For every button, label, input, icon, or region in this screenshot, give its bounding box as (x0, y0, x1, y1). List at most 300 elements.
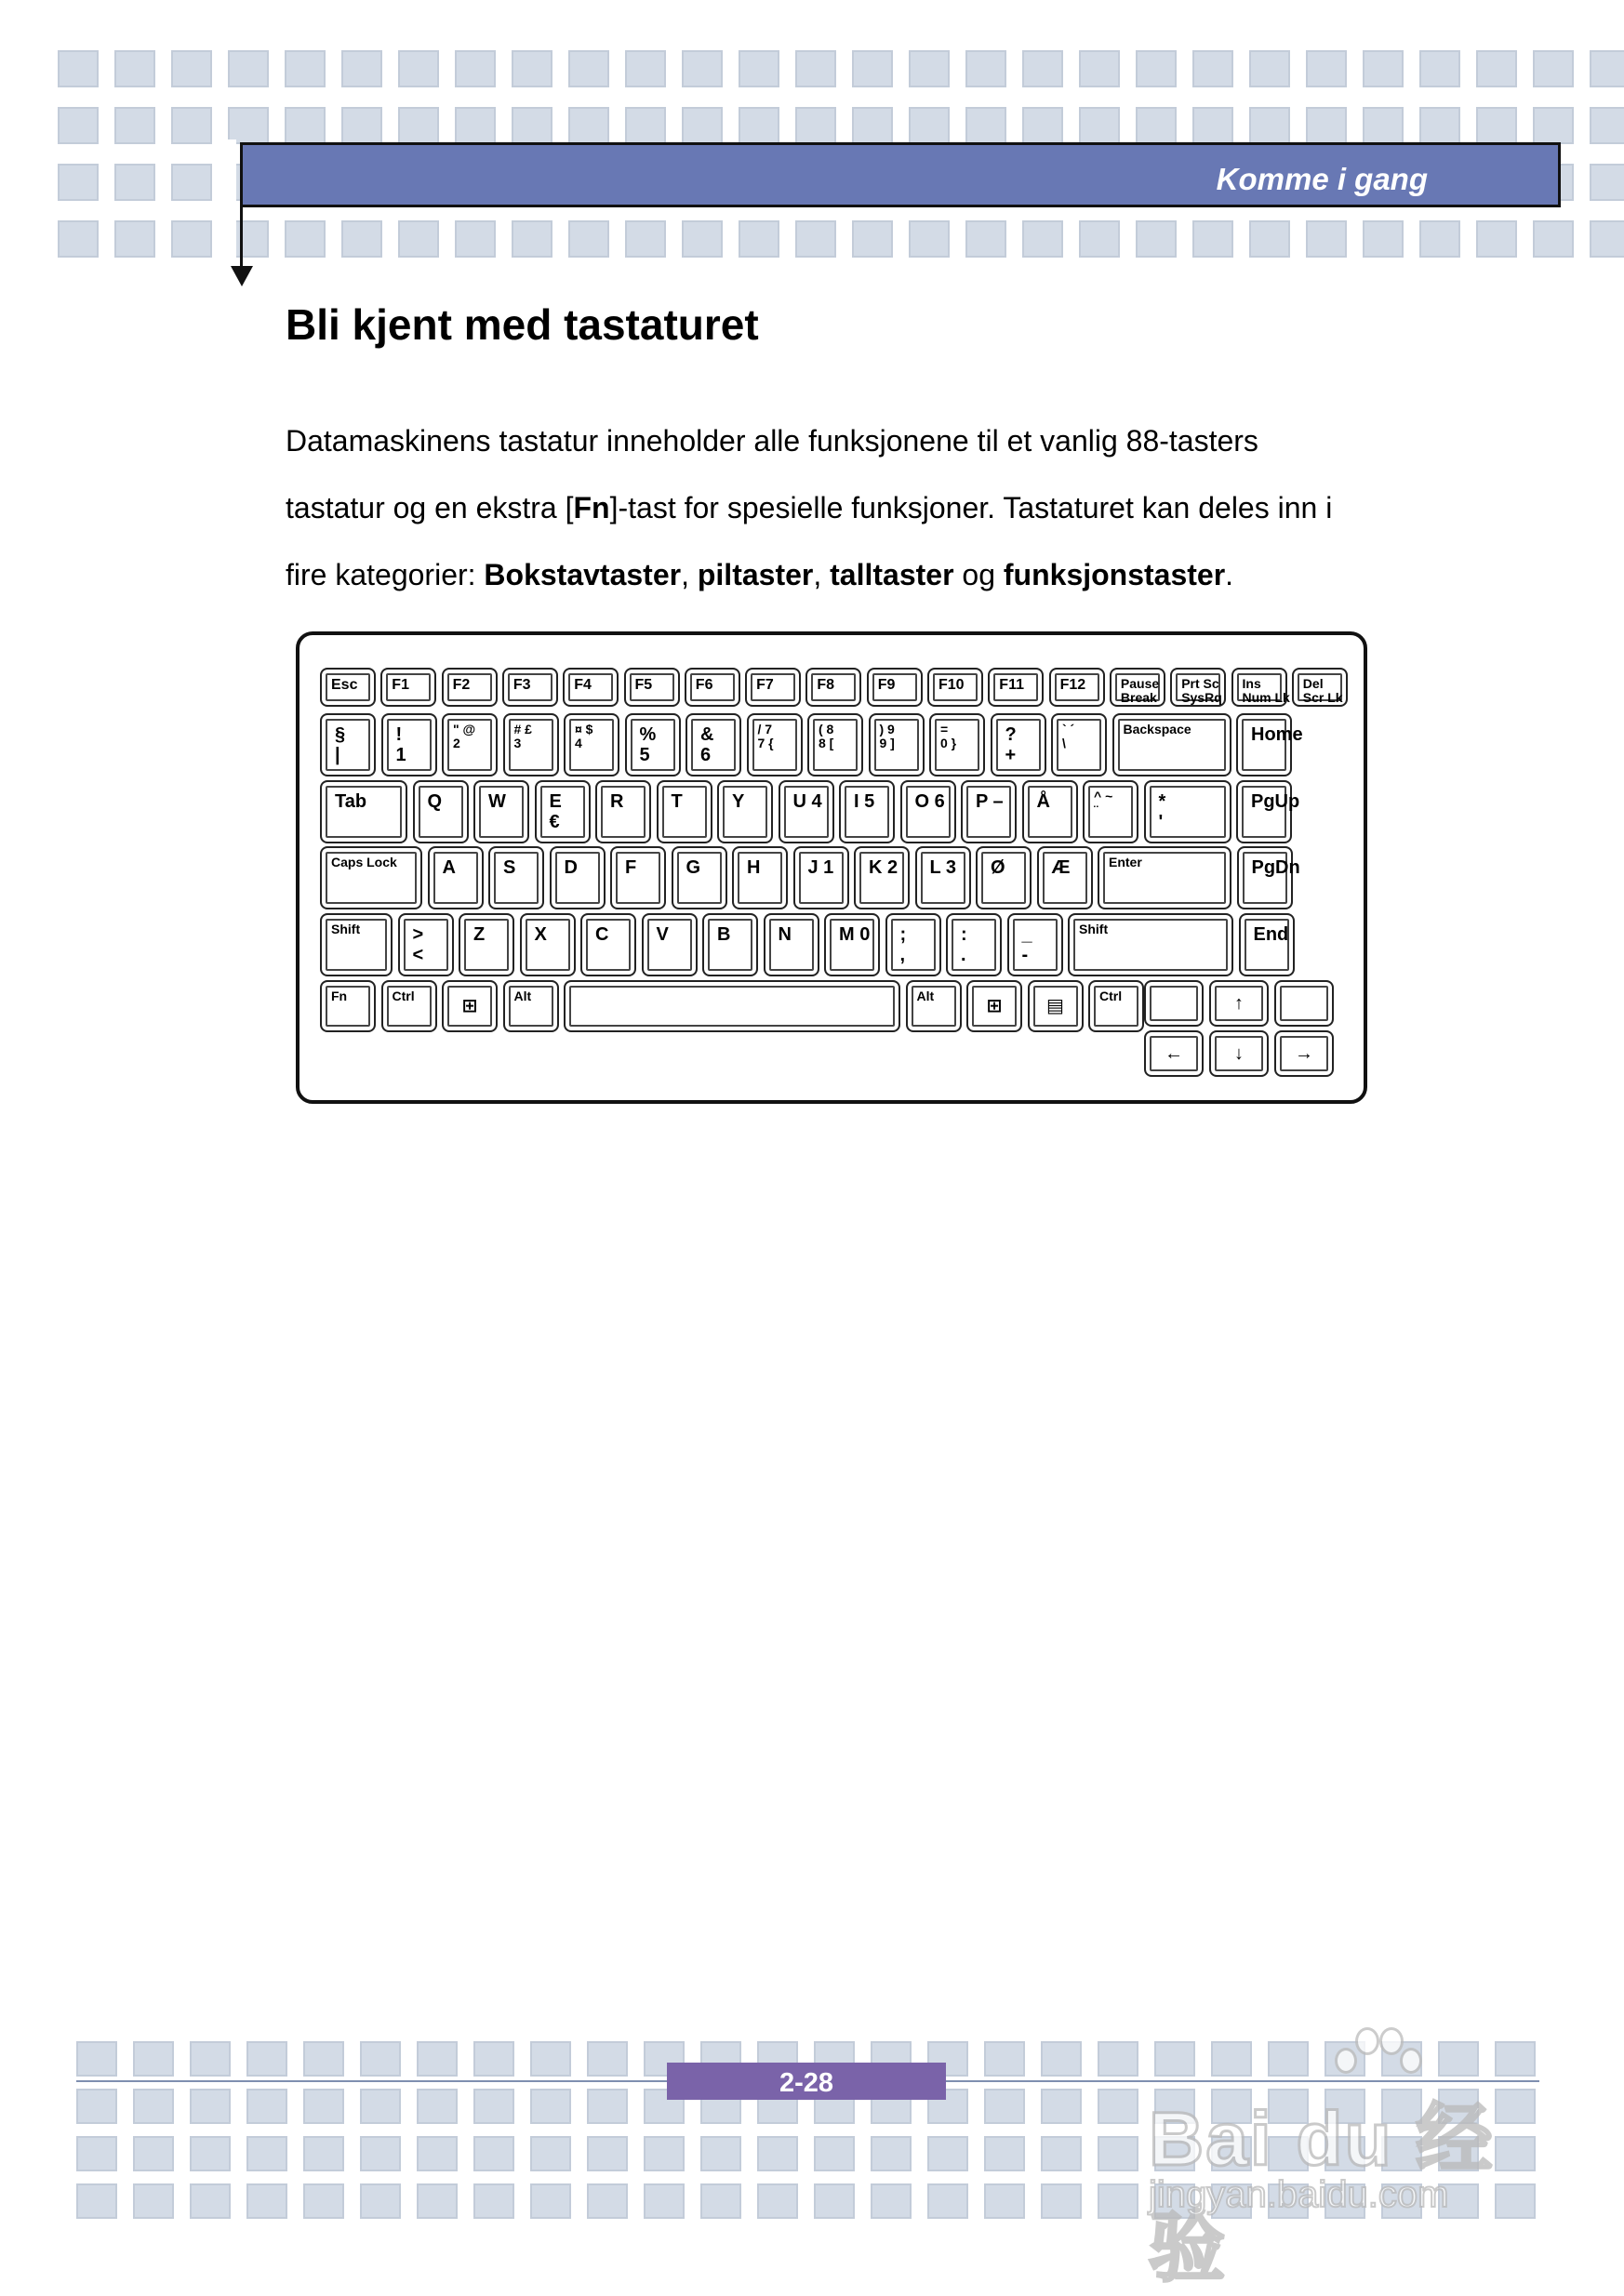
key-label: ! 1 (395, 724, 406, 765)
key-label: Ins Num Lk (1242, 676, 1290, 706)
decor-tile (133, 2136, 174, 2171)
key-label: End (1253, 924, 1289, 945)
key-pgdn (1237, 846, 1300, 909)
key-space (564, 980, 900, 1032)
decor-tile (512, 107, 552, 144)
decor-tile (417, 2183, 458, 2219)
decor-tile (1249, 50, 1290, 87)
key-label: / 7 7 { (757, 722, 774, 751)
intro-paragraph (286, 407, 1402, 608)
decor-tile (190, 2089, 231, 2124)
key-n (764, 913, 819, 976)
key-s (488, 846, 544, 909)
decor-tile (303, 2183, 344, 2219)
decor-tile (285, 220, 326, 258)
key-blank (1144, 980, 1204, 1027)
key-label: PgDn (1251, 857, 1300, 878)
keyboard-illustration (296, 631, 1367, 1104)
decor-tile (512, 220, 552, 258)
key-label: F4 (574, 677, 592, 693)
decor-tile (852, 50, 893, 87)
decor-tile (473, 2136, 514, 2171)
decor-tile (455, 107, 496, 144)
key-label: Enter (1109, 855, 1142, 869)
key-arrow-left (1144, 1030, 1204, 1077)
key-y (717, 780, 773, 843)
key-j-1 (793, 846, 849, 909)
category-number-keys: talltaster (830, 558, 954, 591)
decor-tile (1098, 2041, 1138, 2077)
decor-tile (398, 50, 439, 87)
decor-tile (1192, 50, 1233, 87)
decor-tile (739, 107, 779, 144)
key-0 (929, 713, 985, 776)
decor-tile (360, 2041, 401, 2077)
decor-tile (625, 50, 666, 87)
key-label: B (717, 924, 731, 945)
key-label: Pause Break (1120, 676, 1160, 706)
header-arrow-line (240, 206, 243, 268)
key-label: V (656, 924, 669, 945)
key-6 (686, 713, 741, 776)
key-3 (503, 713, 559, 776)
decor-tile (58, 220, 99, 258)
intro-line-3a: fire kategorier: (286, 558, 485, 591)
key-f1 (380, 668, 436, 707)
decor-tile (455, 50, 496, 87)
key-x (520, 913, 576, 976)
key-9-9 (869, 713, 925, 776)
decor-tile (1419, 50, 1460, 87)
decor-tile (171, 164, 212, 201)
decor-tile (1098, 2183, 1138, 2219)
decor-tile (1098, 2136, 1138, 2171)
key-shift (1068, 913, 1233, 976)
decor-tile (644, 2136, 685, 2171)
decor-tile (1136, 50, 1177, 87)
key-label: H (747, 857, 761, 878)
decor-tile (190, 2041, 231, 2077)
key-arrow-right (1274, 1030, 1334, 1077)
decor-tile (303, 2041, 344, 2077)
separator: , (681, 558, 698, 591)
decor-tile (909, 50, 950, 87)
key-label: Alt (916, 989, 935, 1003)
key-b (702, 913, 758, 976)
decor-tile (341, 220, 382, 258)
decor-tile (1136, 107, 1177, 144)
decor-tile (360, 2136, 401, 2171)
key-label: F8 (817, 677, 835, 693)
intro-line-2b: ]-tast for spesielle funksjoner. Tastaturet kan deles inn i (609, 491, 1333, 524)
key-i-5 (839, 780, 895, 843)
decor-tile (795, 50, 836, 87)
decor-tile (473, 2041, 514, 2077)
key-label: ( 8 8 [ (819, 722, 834, 751)
decor-tile (587, 2089, 628, 2124)
decor-tile (530, 2183, 571, 2219)
decor-tile (246, 2136, 287, 2171)
category-arrow-keys: piltaster (697, 558, 814, 591)
key-label: % 5 (639, 724, 657, 765)
key-label: ← (1165, 1043, 1183, 1064)
key-label: K 2 (869, 857, 899, 878)
decor-tile (814, 2136, 855, 2171)
decor-tile (246, 2041, 287, 2077)
decor-tile (228, 50, 269, 87)
key-label: ↑ (1234, 993, 1244, 1014)
decor-tile (114, 107, 155, 144)
key-label: Fn (331, 989, 348, 1003)
key-label: Ø (991, 857, 1005, 878)
decor-tile (1363, 220, 1404, 258)
decor-tile (625, 107, 666, 144)
decor-tile (1041, 2136, 1082, 2171)
decor-tile (1079, 220, 1120, 258)
key-label: C (595, 924, 609, 945)
decor-tile (1022, 107, 1063, 144)
key-a (428, 846, 484, 909)
key-label: D (564, 857, 578, 878)
key-label: W (488, 791, 506, 812)
key-f8 (805, 668, 861, 707)
decor-tile (1590, 107, 1624, 144)
decor-tile (625, 220, 666, 258)
key-label: G (686, 857, 701, 878)
decor-tile (909, 220, 950, 258)
key-alt (503, 980, 559, 1032)
key-p (961, 780, 1017, 843)
decor-tile (1419, 220, 1460, 258)
down-arrow-icon (231, 266, 253, 286)
key-label: > < (412, 924, 424, 965)
key-f5 (624, 668, 680, 707)
key-label: # £ 3 (513, 722, 532, 751)
key-end (1239, 913, 1295, 976)
decor-tile (360, 2089, 401, 2124)
decor-tile (133, 2089, 174, 2124)
full-stop: . (1225, 558, 1234, 591)
decor-tile (1476, 107, 1517, 144)
key-label: Backspace (1123, 722, 1191, 737)
key-arrow-up (1209, 980, 1269, 1027)
decor-tile (417, 2136, 458, 2171)
key-symbol (976, 846, 1032, 909)
decor-tile (757, 2183, 798, 2219)
key-r (595, 780, 651, 843)
decor-tile (1533, 220, 1574, 258)
win-logo-icon: ⊞ (461, 996, 478, 1016)
decor-tile (530, 2041, 571, 2077)
baidu-watermark (1149, 2027, 1539, 2290)
decor-tile (285, 107, 326, 144)
decor-tile (1041, 2089, 1082, 2124)
page-number-box (667, 2063, 946, 2100)
key-label: F12 (1059, 677, 1086, 693)
key-label: Ctrl (1099, 989, 1123, 1003)
decor-tile (1079, 107, 1120, 144)
decor-tile (700, 2183, 741, 2219)
key-label: : . (961, 924, 967, 965)
decor-tile (1476, 220, 1517, 258)
key-label: Shift (331, 922, 361, 936)
key-symbol (1144, 780, 1231, 843)
decor-tile (114, 220, 155, 258)
decor-tile (682, 220, 723, 258)
separator: , (813, 558, 831, 591)
decor-tile (739, 50, 779, 87)
key-label: J 1 (807, 857, 834, 878)
key-pause-break (1110, 668, 1165, 707)
decor-tile (76, 2183, 117, 2219)
key-label: & 6 (700, 724, 714, 765)
key-arrow-down (1209, 1030, 1269, 1077)
key-enter (1098, 846, 1231, 909)
decor-tile (757, 2136, 798, 2171)
key-label: F5 (634, 677, 653, 693)
key-pgup (1236, 780, 1300, 843)
decor-tile (984, 2136, 1025, 2171)
decor-tile (246, 2089, 287, 2124)
key-home (1236, 713, 1303, 776)
decor-tile (58, 164, 99, 201)
key-label: O 6 (914, 791, 945, 812)
key-label: F (625, 857, 637, 878)
decor-tile (909, 107, 950, 144)
key-label: F11 (999, 677, 1024, 693)
key-symbol (1037, 846, 1093, 909)
decor-tile (171, 107, 212, 144)
category-letter-keys: Bokstavtaster (484, 558, 682, 591)
key-q (413, 780, 469, 843)
decor-tile (341, 107, 382, 144)
decor-tile (1306, 220, 1347, 258)
key-label: R (610, 791, 624, 812)
key-g (672, 846, 727, 909)
key-fn (320, 980, 376, 1032)
decor-tile (58, 50, 99, 87)
key-ctrl (1088, 980, 1144, 1032)
decor-tile (1533, 50, 1574, 87)
decor-tile (1590, 220, 1624, 258)
key-label: M 0 (839, 924, 871, 945)
key-l-3 (915, 846, 971, 909)
decor-tile (530, 2136, 571, 2171)
key-label: * ' (1158, 791, 1166, 832)
key-label: Tab (335, 791, 367, 812)
key-f10 (927, 668, 983, 707)
decor-tile (1022, 50, 1063, 87)
key-label: Q (427, 791, 443, 812)
key-f3 (502, 668, 558, 707)
key-label: ^ ~ ¨ (1094, 789, 1113, 818)
key-label: Z (473, 924, 486, 945)
key-label: F10 (938, 677, 965, 693)
key-label: Æ (1051, 857, 1071, 878)
key-symbol (1007, 913, 1063, 976)
category-function-keys: funksjonstaster (1003, 558, 1226, 591)
key-f9 (867, 668, 923, 707)
decor-tile (303, 2089, 344, 2124)
chapter-title: Komme i gang (1216, 162, 1428, 196)
decor-tile (417, 2041, 458, 2077)
decor-tile (1306, 50, 1347, 87)
decor-tile (814, 2183, 855, 2219)
decor-tile (871, 2136, 912, 2171)
decor-tile (1249, 107, 1290, 144)
key-h (732, 846, 788, 909)
key-f7 (745, 668, 801, 707)
separator: og (953, 558, 1004, 591)
decor-tile (644, 2183, 685, 2219)
decor-tile (700, 2136, 741, 2171)
decor-tile (1590, 50, 1624, 87)
watermark-brand: Bai du 经验 (1149, 2097, 1495, 2290)
key-win-logo-icon (966, 980, 1022, 1032)
decor-tile (1476, 50, 1517, 87)
key-label: " @ 2 (453, 722, 476, 751)
page-number: 2-28 (779, 2068, 834, 2098)
decor-tile (303, 2136, 344, 2171)
key-prt-sc-sysrq (1170, 668, 1226, 707)
key-caps-lock (320, 846, 422, 909)
decor-tile (1249, 220, 1290, 258)
decor-tile (114, 50, 155, 87)
decor-tile (58, 107, 99, 144)
key-label: ¤ $ 4 (575, 722, 593, 751)
decor-tile (190, 2183, 231, 2219)
key-label: Ctrl (392, 989, 415, 1003)
key-label: ) 9 9 ] (879, 722, 895, 751)
decor-tile (1079, 50, 1120, 87)
decor-tile (76, 2136, 117, 2171)
decor-tile (455, 220, 496, 258)
key-f2 (442, 668, 498, 707)
decor-tile (1136, 220, 1177, 258)
key-label: ` ´ \ (1062, 722, 1075, 751)
key-f (610, 846, 666, 909)
key-label: F2 (452, 677, 471, 693)
key-t (657, 780, 712, 843)
decor-tile (795, 220, 836, 258)
decor-tile (473, 2089, 514, 2124)
decor-tile (1041, 2041, 1082, 2077)
key-label: Å (1036, 791, 1050, 812)
key-shift (320, 913, 393, 976)
decor-tile (739, 220, 779, 258)
key-label: F9 (877, 677, 896, 693)
decor-tile (587, 2041, 628, 2077)
decor-tile (1306, 107, 1347, 144)
decor-tile (984, 2183, 1025, 2219)
key-label: _ - (1021, 924, 1032, 965)
key-c (580, 913, 636, 976)
key-v (642, 913, 698, 976)
key-m-0 (824, 913, 880, 976)
key-label: S (503, 857, 516, 878)
key-label: Y (732, 791, 745, 812)
key-label: F7 (756, 677, 774, 693)
key-label: Del Scr Lk (1302, 676, 1343, 706)
key-symbol (1022, 780, 1078, 843)
decor-tile (984, 2041, 1025, 2077)
decor-tile (682, 50, 723, 87)
decor-tile (587, 2183, 628, 2219)
decor-tile (587, 2136, 628, 2171)
key-label: Esc (331, 677, 358, 693)
decor-tile (133, 2183, 174, 2219)
decor-tile (1022, 220, 1063, 258)
decor-tile (76, 2089, 117, 2124)
key-label: Shift (1079, 922, 1109, 936)
decor-tile (1533, 107, 1574, 144)
decor-tile (965, 220, 1006, 258)
key-label: X (534, 924, 547, 945)
key-label: Caps Lock (331, 855, 397, 869)
key-f12 (1049, 668, 1105, 707)
key-f11 (988, 668, 1044, 707)
menu-icon: ▤ (1046, 996, 1064, 1016)
key-label: F6 (695, 677, 713, 693)
key-symbol (1083, 780, 1138, 843)
watermark-url: jingyan.baidu.com (1149, 2174, 1449, 2215)
decor-tile (228, 107, 269, 144)
header-band (240, 142, 1561, 207)
key-symbol (320, 713, 376, 776)
decor-tile (568, 107, 609, 144)
key-label: Alt (513, 989, 532, 1003)
key-1 (381, 713, 437, 776)
decor-tile (927, 2136, 968, 2171)
key-ctrl (381, 980, 437, 1032)
key-label: T (671, 791, 683, 812)
decor-tile (246, 2183, 287, 2219)
key-label: → (1295, 1043, 1313, 1064)
decor-tile (1192, 107, 1233, 144)
decor-tile (871, 2183, 912, 2219)
key-symbol (946, 913, 1002, 976)
key-w (473, 780, 529, 843)
decor-tile (568, 220, 609, 258)
section-title: Bli kjent med tastaturet (286, 300, 759, 349)
key-label: I 5 (854, 791, 875, 812)
key-u-4 (779, 780, 834, 843)
key-d (550, 846, 606, 909)
key-f6 (685, 668, 740, 707)
decor-tile (1041, 2183, 1082, 2219)
decor-tile (285, 50, 326, 87)
decor-tile (398, 107, 439, 144)
decor-tile (114, 164, 155, 201)
key-label: U 4 (792, 791, 822, 812)
key-win-logo-icon (442, 980, 498, 1032)
decor-tile (1590, 164, 1624, 201)
key-label: N (778, 924, 792, 945)
key-esc (320, 668, 376, 707)
decor-tile (965, 50, 1006, 87)
decor-tile (965, 107, 1006, 144)
key-label: PgUp (1251, 791, 1300, 812)
key-label: Home (1251, 724, 1303, 745)
decor-tile (682, 107, 723, 144)
key-f4 (563, 668, 619, 707)
key-label: F3 (512, 677, 531, 693)
key-symbol (398, 913, 454, 976)
key-tab (320, 780, 407, 843)
decor-tile (852, 220, 893, 258)
key-blank (1274, 980, 1334, 1027)
key-label: Prt Sc SysRq (1181, 676, 1222, 706)
